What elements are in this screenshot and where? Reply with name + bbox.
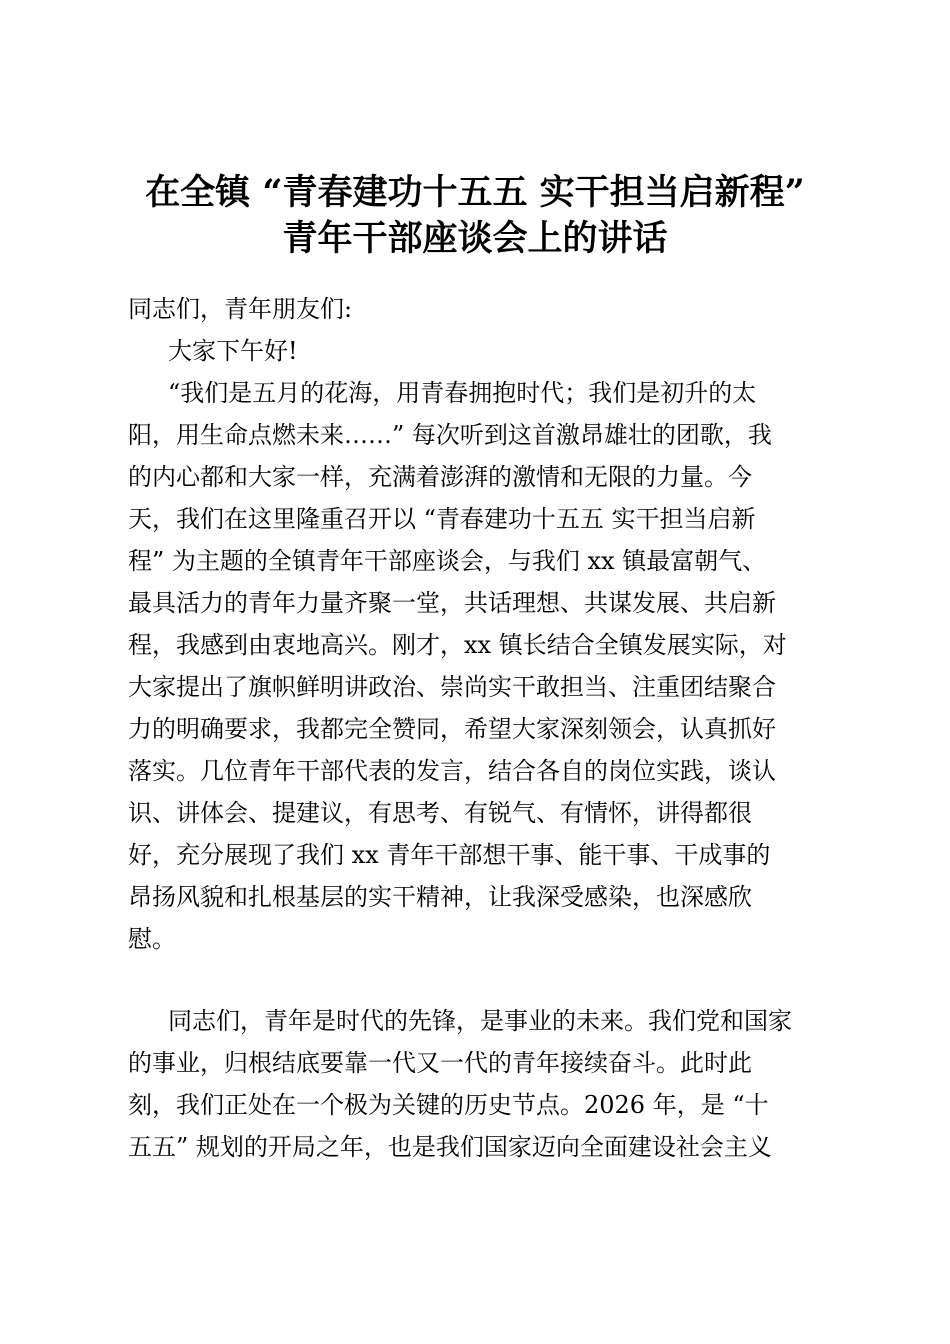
paragraph-2-line: 五五” 规划的开局之年，也是我们国家迈向全面建设社会主义: [128, 1133, 772, 1161]
salutation-paragraph: [128, 288, 828, 330]
paragraph-1-line: 程” 为主题的全镇青年干部座谈会，与我们 xx 镇最富朝气、: [128, 547, 767, 575]
paragraph-2: [128, 1000, 828, 1168]
salutation: 同志们，青年朋友们:: [128, 295, 353, 323]
paragraph-1: [128, 372, 828, 960]
greeting: 大家下午好!: [168, 337, 298, 365]
paragraph-2-line: 的事业，归根结底要靠一代又一代的青年接续奋斗。此时此: [128, 1049, 752, 1077]
paragraph-1-line: 阳，用生命点燃未来……” 每次听到这首激昂雄壮的团歌，我: [128, 421, 772, 449]
paragraph-1-line: 的内心都和大家一样，充满着澎湃的激情和无限的力量。今: [128, 463, 752, 491]
paragraph-1-line: 程，我感到由衷地高兴。刚才，xx 镇长结合全镇发展实际，对: [128, 631, 787, 659]
document-body-continued: [128, 1000, 828, 1168]
paragraph-1-line: 昂扬风貌和扎根基层的实干精神，让我深受感染，也深感欣: [128, 883, 752, 911]
document-body: [128, 288, 828, 960]
paragraph-1-line: 慰。: [128, 925, 176, 953]
paragraph-1-line: 力的明确要求，我都完全赞同，希望大家深刻领会，认真抓好: [128, 715, 776, 743]
paragraph-2-line: 同志们，青年是时代的先锋，是事业的未来。我们党和国家: [168, 1007, 792, 1035]
document-title-line-1: 在全镇 “青春建功十五五 实干担当启新程”: [145, 172, 805, 213]
paragraph-1-line: 大家提出了旗帜鲜明讲政治、崇尚实干敢担当、注重团结聚合: [128, 673, 776, 701]
paragraph-1-line: 最具活力的青年力量齐聚一堂，共话理想、共谋发展、共启新: [128, 589, 776, 617]
document-title-line-2: 青年干部座谈会上的讲话: [282, 218, 668, 259]
paragraph-1-line: 识、讲体会、提建议，有思考、有锐气、有情怀，讲得都很: [128, 799, 752, 827]
paragraph-2-line: 刻，我们正处在一个极为关键的历史节点。2026 年，是 “十: [128, 1091, 769, 1119]
greeting-paragraph: [128, 330, 828, 372]
paragraph-1-line: 落实。几位青年干部代表的发言，结合各自的岗位实践，谈认: [128, 757, 776, 785]
paragraph-1-line: 天，我们在这里隆重召开以 “青春建功十五五 实干担当启新: [128, 505, 756, 533]
paragraph-1-line: 好，充分展现了我们 xx 青年干部想干事、能干事、干成事的: [128, 841, 771, 869]
paragraph-1-line: “我们是五月的花海，用青春拥抱时代；我们是初升的太: [168, 379, 757, 407]
